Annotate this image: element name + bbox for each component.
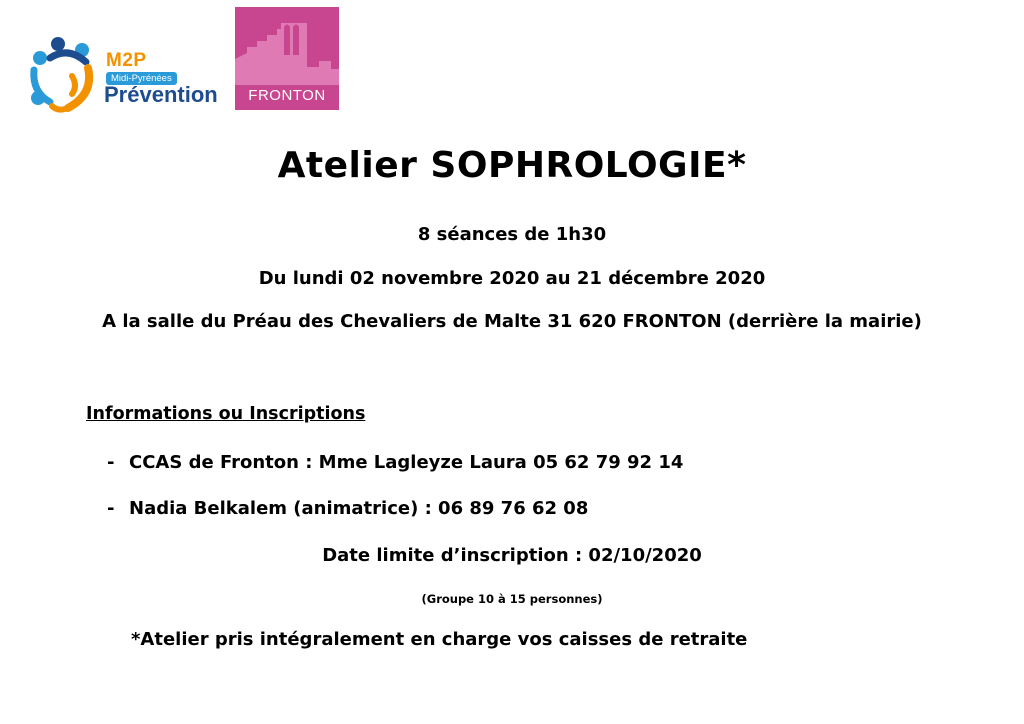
m2p-prevention-logo (28, 36, 218, 116)
dates-info: Du lundi 02 novembre 2020 au 21 décembre 2020 (258, 268, 766, 289)
funding-note: *Atelier pris intégralement en charge vos caisses de retraite (131, 629, 748, 650)
list-bullet: - (107, 498, 115, 519)
registration-deadline: Date limite d’inscription : 02/10/2020 (322, 545, 702, 566)
fronton-logo (235, 7, 339, 110)
list-bullet: - (107, 452, 115, 473)
page-title: Atelier SOPHROLOGIE* (277, 145, 747, 186)
fronton-logo-text: FRONTON (248, 87, 326, 104)
group-size-note: (Groupe 10 à 15 personnes) (421, 592, 603, 606)
people-circle-icon (28, 36, 108, 116)
contact-item (107, 498, 588, 519)
contact-text: CCAS de Fronton : Mme Lagleyze Laura 05 62 79 92 14 (129, 452, 684, 473)
location-info: A la salle du Préau des Chevaliers de Malte 31 620 FRONTON (derrière la mairie) (102, 311, 922, 332)
sessions-info: 8 séances de 1h30 (417, 224, 607, 245)
m2p-logo-title: M2P (106, 50, 147, 71)
contact-text: Nadia Belkalem (animatrice) : 06 89 76 62 08 (129, 498, 589, 519)
contact-item (107, 452, 683, 473)
info-heading: Informations ou Inscriptions (86, 404, 366, 424)
m2p-logo-tagline: Prévention (104, 82, 218, 107)
m2p-logo-region: Midi-Pyrénées (106, 72, 177, 85)
